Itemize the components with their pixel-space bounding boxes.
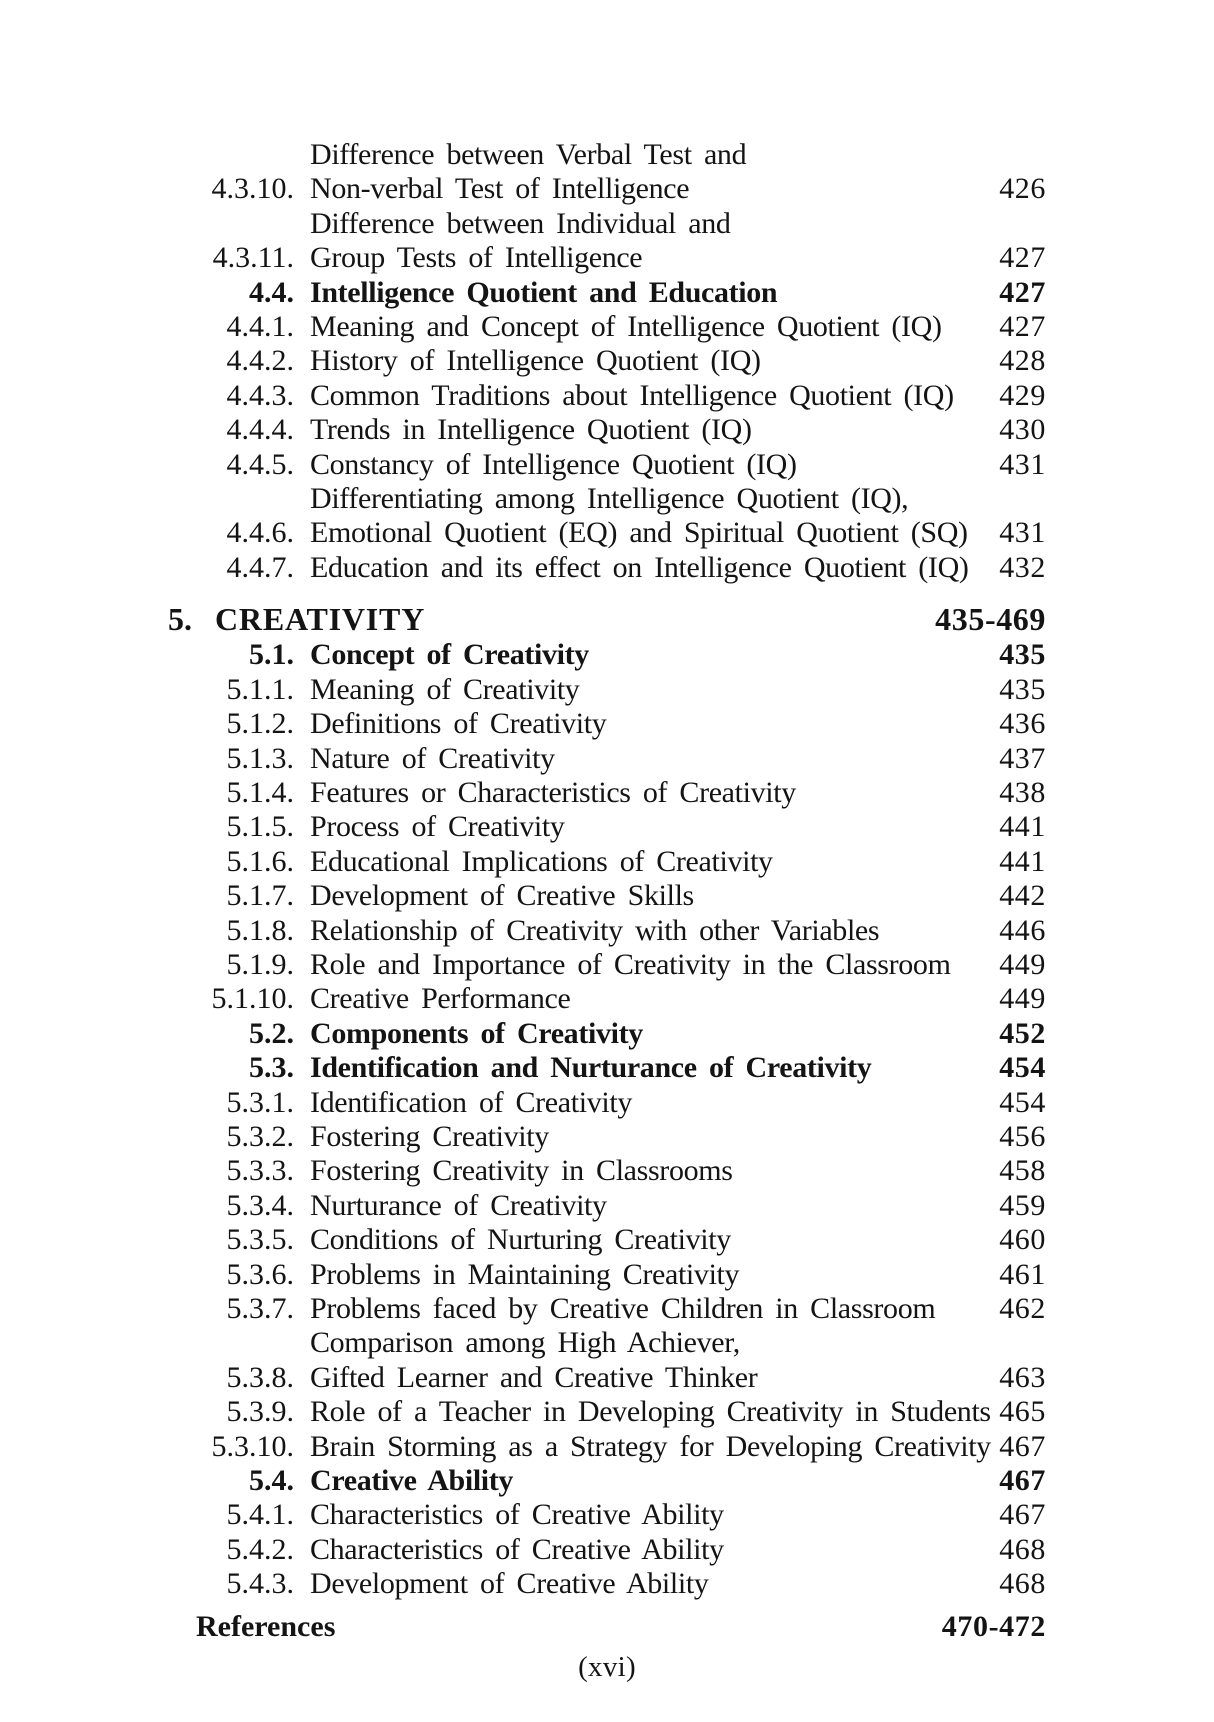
toc-row-title-line: Educational Implications of Creativity: [310, 844, 773, 878]
toc-row: [168, 1189, 1046, 1223]
toc-row-title-line: Relationship of Creativity with other Variables: [310, 913, 880, 947]
toc-row-title: [294, 810, 999, 844]
toc-row-title-line: Trends in Intelligence Quotient (IQ): [310, 413, 752, 447]
toc-row-title-line: Components of Creativity: [310, 1016, 643, 1050]
toc-row-label: 5.3.: [249, 1051, 294, 1085]
toc-row: [168, 1258, 1046, 1292]
toc-row-page: 431: [999, 516, 1046, 550]
toc-row: [168, 1017, 1046, 1051]
toc-row-label: 4.4.2.: [226, 344, 294, 378]
toc-row: [168, 879, 1046, 913]
toc-row-page: 460: [999, 1223, 1046, 1257]
toc-row: [168, 1051, 1046, 1085]
toc-row-page: 468: [999, 1567, 1046, 1601]
toc-row: [168, 138, 1046, 207]
toc-row-title: [196, 601, 935, 637]
toc-row: [168, 1326, 1046, 1395]
toc-row-title-line: CREATIVITY: [215, 601, 426, 638]
toc-row-page: 436: [999, 707, 1046, 741]
toc-row-title: [294, 1292, 999, 1326]
toc-row-title-line: Development of Creative Ability: [310, 1567, 709, 1601]
toc-row-title: [294, 344, 999, 378]
toc-row: [168, 379, 1046, 413]
toc-row-title-line: Role and Importance of Creativity in the Classroom: [310, 947, 951, 981]
toc-row-title-line: Fostering Creativity in Classrooms: [310, 1154, 733, 1188]
toc-row-title-line: Gifted Learner and Creative Thinker: [310, 1360, 758, 1394]
toc-row-title: [294, 448, 999, 482]
toc-row: [168, 742, 1046, 776]
toc-row-label: 5.3.3.: [226, 1154, 294, 1188]
toc-row-title-line: History of Intelligence Quotient (IQ): [310, 344, 761, 378]
toc-row-title: [294, 1533, 999, 1567]
toc-row-title: [294, 1017, 999, 1051]
toc-row-label: 5.1.3.: [226, 741, 294, 775]
toc-row-label: 5.1.8.: [226, 913, 294, 947]
toc-row-page: 429: [999, 378, 1046, 412]
toc-row-title-line: Non-verbal Test of Intelligence: [310, 172, 690, 206]
toc-row-label: 5.1.4.: [226, 775, 294, 809]
toc-row-page: 452: [999, 1016, 1046, 1050]
toc-row-title: [294, 1258, 999, 1292]
toc-row: [168, 344, 1046, 378]
toc-row-title: [294, 948, 999, 982]
toc-row-label: 5.1.1.: [226, 672, 294, 706]
toc-row-page: 435: [999, 638, 1046, 672]
toc-row-page: 463: [999, 1360, 1046, 1394]
toc-row-title: [294, 1567, 999, 1601]
toc-row: [168, 1395, 1046, 1429]
toc-row-title-line: Comparison among High Achiever,: [310, 1326, 740, 1360]
toc-row-page: 456: [999, 1119, 1046, 1153]
toc-row-page: 437: [999, 741, 1046, 775]
toc-row-title: [294, 845, 999, 879]
toc-row-page: 435-469: [935, 601, 1046, 638]
toc-row-page: 446: [999, 913, 1046, 947]
toc-row-title-line: Brain Storming as a Strategy for Developing Creativity: [310, 1429, 991, 1463]
toc-row: [168, 310, 1046, 344]
toc-row-page: 438: [999, 775, 1046, 809]
toc-row-title: [294, 1154, 999, 1188]
toc-row-title-line: Fostering Creativity: [310, 1119, 549, 1153]
toc-row-label: 5.1.6.: [226, 844, 294, 878]
toc-row: [168, 482, 1046, 551]
toc-row-label: 5.3.9.: [226, 1395, 294, 1429]
toc-row-page: 465: [999, 1395, 1046, 1429]
toc-row-title: [294, 482, 999, 551]
toc-row-label: 5.4.3.: [226, 1567, 294, 1601]
toc-row-title: [294, 138, 999, 207]
toc-row-title-line: Role of a Teacher in Developing Creativity in Students: [310, 1395, 991, 1429]
folio-text: (xvi): [578, 1651, 636, 1684]
toc-row: [168, 1154, 1046, 1188]
toc-row-title-line: Nature of Creativity: [310, 741, 555, 775]
toc-row-page: 432: [999, 550, 1046, 584]
toc-row-page: 427: [999, 241, 1046, 275]
toc-row: [168, 413, 1046, 447]
toc-row-label: 4.4.: [249, 275, 294, 309]
toc-row-page: 461: [999, 1257, 1046, 1291]
toc-row-title-line: Constancy of Intelligence Quotient (IQ): [310, 447, 797, 481]
toc-row-page: 470-472: [941, 1609, 1046, 1643]
toc-row-title: [294, 707, 999, 741]
toc-row-title: [294, 379, 999, 413]
toc-row-page: 454: [999, 1085, 1046, 1119]
toc-row-label: 5.3.1.: [226, 1085, 294, 1119]
toc-row: [168, 1430, 1046, 1464]
page-footer: [168, 1652, 1046, 1682]
toc-row-title-line: Difference between Individual and: [310, 206, 731, 240]
toc-row-title: [294, 638, 999, 672]
toc-row-title: [294, 276, 999, 310]
toc-row-title-line: Identification of Creativity: [310, 1085, 632, 1119]
toc-row-title-line: Problems faced by Creative Children in Classroom: [310, 1292, 936, 1325]
toc-row-page: 449: [999, 947, 1046, 981]
toc-row: [168, 1498, 1046, 1532]
toc-row-title: [294, 551, 999, 585]
toc-row-label: 5.1.5.: [226, 810, 294, 844]
toc-row-title-line: Differentiating among Intelligence Quotient (IQ),: [310, 482, 909, 516]
toc-row-page: 435: [999, 672, 1046, 706]
toc-row-title-line: Meaning of Creativity: [310, 672, 580, 706]
toc-row-page: 441: [999, 844, 1046, 878]
toc-row-label: 5.: [168, 601, 192, 638]
toc-row-page: 459: [999, 1188, 1046, 1222]
toc-row-page: 449: [999, 982, 1046, 1016]
toc-row-title-line: Common Traditions about Intelligence Quotient (IQ): [310, 378, 954, 412]
toc-row: [168, 982, 1046, 1016]
toc-row-label: 5.3.4.: [226, 1188, 294, 1222]
toc-row-label: 4.4.3.: [226, 378, 294, 412]
toc-row: [168, 1464, 1046, 1498]
toc-row-title: [294, 1051, 999, 1085]
toc-row-page: 428: [999, 344, 1046, 378]
toc-row: [168, 948, 1046, 982]
toc-row-page: 427: [999, 310, 1046, 344]
toc-row-title-line: Group Tests of Intelligence: [310, 241, 643, 275]
toc-row-title-line: Characteristics of Creative Ability: [310, 1498, 724, 1532]
toc-row-page: 431: [999, 447, 1046, 481]
toc-row-title-line: Creative Ability: [310, 1464, 514, 1498]
toc-row-label: 5.1.2.: [226, 707, 294, 741]
toc-row-label: 5.1.7.: [226, 879, 294, 913]
toc-row: [168, 810, 1046, 844]
toc-row-page: 467: [999, 1429, 1046, 1463]
toc-row-label: 5.2.: [249, 1016, 294, 1050]
toc-row-page: 467: [999, 1464, 1046, 1498]
toc-row-label: 5.1.10.: [211, 982, 294, 1016]
toc-row: [168, 1567, 1046, 1601]
toc-row-title: [294, 1498, 999, 1532]
toc-row: [168, 707, 1046, 741]
toc-row-title: [294, 914, 999, 948]
toc-row: [168, 1533, 1046, 1567]
toc-row-title-line: Meaning and Concept of Intelligence Quotient (IQ): [310, 310, 942, 344]
toc-row-label: 5.1.: [249, 638, 294, 672]
toc-row-title: [294, 776, 999, 810]
toc-row-title-line: Nurturance of Creativity: [310, 1188, 607, 1222]
toc-list: [168, 138, 1046, 1644]
toc-row-page: 430: [999, 413, 1046, 447]
toc-row: [168, 601, 1046, 637]
toc-row-title: [294, 310, 999, 344]
toc-row-title: [294, 1430, 999, 1464]
toc-row-title-line: Difference between Verbal Test and: [310, 138, 747, 171]
toc-row-label: 4.4.7.: [226, 550, 294, 584]
toc-row: [168, 638, 1046, 672]
toc-row-title: [294, 1086, 999, 1120]
toc-row-page: 454: [999, 1051, 1046, 1085]
toc-row-label: 5.3.10.: [211, 1429, 294, 1463]
toc-row-title-line: Concept of Creativity: [310, 638, 589, 672]
toc-row: [168, 1120, 1046, 1154]
toc-row-title: [294, 207, 999, 276]
toc-row-label: 5.3.6.: [226, 1257, 294, 1291]
toc-row-title: [294, 742, 999, 776]
toc-row-page: 441: [999, 810, 1046, 844]
toc-row: [168, 776, 1046, 810]
toc-row-label: 5.1.9.: [226, 947, 294, 981]
toc-row-label: 5.3.8.: [226, 1360, 294, 1394]
toc-row-page: 426: [999, 172, 1046, 206]
toc-row-title-line: References: [196, 1609, 336, 1643]
toc-row-title-line: Intelligence Quotient and Education: [310, 275, 778, 309]
toc-row-title-line: Process of Creativity: [310, 810, 565, 844]
toc-row-page: 467: [999, 1498, 1046, 1532]
toc-row-label: 5.4.2.: [226, 1532, 294, 1566]
toc-row-title: [294, 982, 999, 1016]
toc-row-label: 5.4.: [249, 1464, 294, 1498]
toc-row: [168, 551, 1046, 585]
toc-row-title-line: Education and its effect on Intelligence Quotient (IQ): [310, 550, 969, 584]
toc-row-title: [294, 1223, 999, 1257]
toc-row-page: 427: [999, 275, 1046, 309]
toc-row-label: 4.3.10.: [211, 172, 294, 206]
toc-row-label: 4.4.1.: [226, 310, 294, 344]
toc-row: [168, 673, 1046, 707]
toc-row-title: [294, 1120, 999, 1154]
toc-row: [168, 845, 1046, 879]
toc-row-title-line: Problems in Maintaining Creativity: [310, 1257, 740, 1291]
toc-row-label: 4.4.4.: [226, 413, 294, 447]
toc-row-page: 462: [999, 1292, 1046, 1325]
toc-row-title: [294, 1395, 999, 1429]
toc-row: [168, 276, 1046, 310]
toc-row-title-line: Conditions of Nurturing Creativity: [310, 1223, 731, 1257]
toc-row-page: 458: [999, 1154, 1046, 1188]
toc-row-title-line: Identification and Nurturance of Creativity: [310, 1051, 872, 1085]
toc-row-title: [294, 673, 999, 707]
toc-row-label: 4.4.6.: [226, 516, 294, 550]
toc-row: [168, 1292, 1046, 1326]
toc-row-page: 442: [999, 879, 1046, 913]
toc-row: [168, 1610, 1046, 1644]
toc-row-label: 5.3.2.: [226, 1119, 294, 1153]
toc-row: [168, 448, 1046, 482]
toc-row-page: 468: [999, 1532, 1046, 1566]
toc-row-label: 4.4.5.: [226, 447, 294, 481]
toc-row-title-line: Creative Performance: [310, 982, 571, 1016]
toc-row-label: 5.3.7.: [226, 1292, 294, 1325]
toc-row-title: [294, 1189, 999, 1223]
toc-row-title-line: Development of Creative Skills: [310, 879, 694, 913]
toc-row-title-line: Emotional Quotient (EQ) and Spiritual Quotient (SQ): [310, 516, 968, 550]
toc-row-title: [294, 413, 999, 447]
toc-row-title: [294, 879, 999, 913]
toc-row-label: 5.4.1.: [226, 1498, 294, 1532]
toc-row: [168, 1086, 1046, 1120]
toc-row-label: 5.3.5.: [226, 1223, 294, 1257]
toc-row-title: [294, 1326, 999, 1395]
toc-row-label: 4.3.11.: [212, 241, 294, 275]
toc-row: [168, 1223, 1046, 1257]
toc-row: [168, 914, 1046, 948]
toc-row-title-line: Features or Characteristics of Creativity: [310, 775, 796, 809]
toc-row: [168, 207, 1046, 276]
toc-row-title-line: Characteristics of Creative Ability: [310, 1532, 724, 1566]
toc-row-title: [294, 1464, 999, 1498]
toc-row-title: [168, 1610, 942, 1644]
toc-row-title-line: Definitions of Creativity: [310, 707, 607, 741]
